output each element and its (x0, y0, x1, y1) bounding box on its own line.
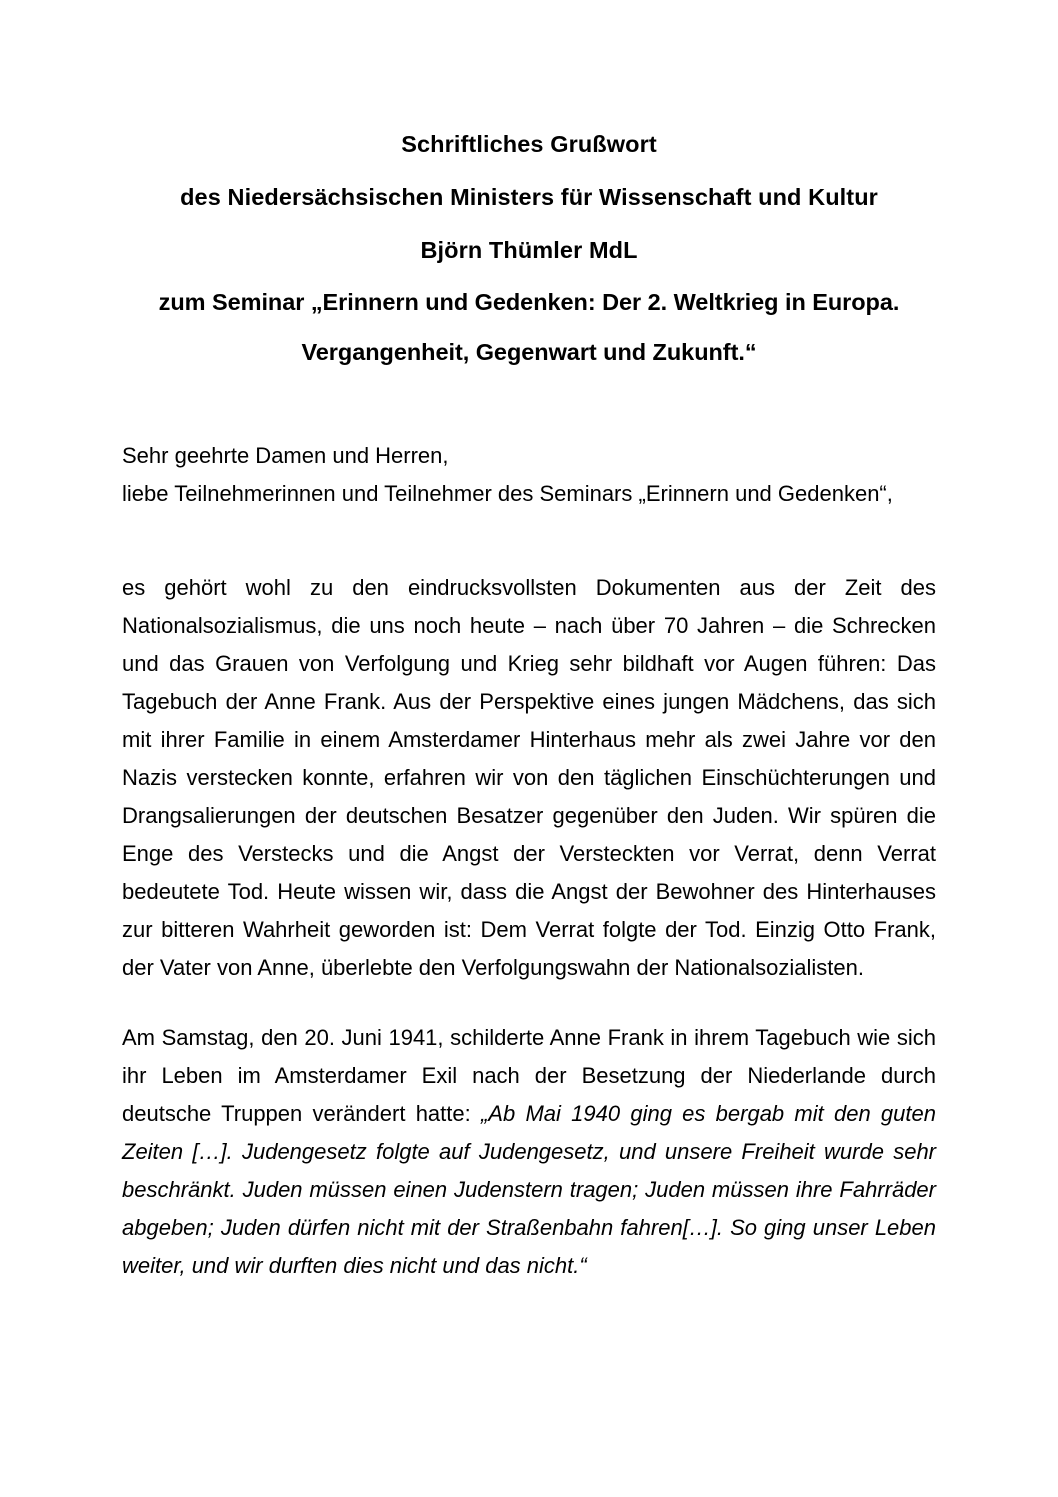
paragraph-1: es gehört wohl zu den eindrucksvollsten Dokumenten aus der Zeit des Nationalsozialismus, die uns noch heute – nach über 70 Jahren – die Schrecken und das Grauen von Verfolgung und Krieg sehr bildhaft vor Augen führen: Das Tagebuch der Anne Frank. Aus der Perspektive eines jungen Mädchens, das sich mit ihrer Familie in einem Amsterdamer Hinterhaus mehr als zwei Jahre vor den Nazis verstecken konnte, erfahren wir von den täglichen Einschüchterungen und Drangsalierungen der deutschen Besatzer gegenüber den Juden. Wir spüren die Enge des Verstecks und die Angst der Versteckten vor Verrat, denn Verrat bedeutete Tod. Heute wissen wir, dass die Angst der Bewohner des Hinterhauses zur bitteren Wahrheit geworden ist: Dem Verrat folgte der Tod. Einzig Otto Frank, der Vater von Anne, überlebte den Verfolgungswahn der Nationalsozialisten. (122, 575, 936, 980)
heading-line-minister-name: Björn Thümler MdL (420, 237, 638, 263)
document-content (122, 0, 936, 1285)
heading-line-seminar-2: Vergangenheit, Gegenwart und Zukunft.“ (301, 339, 757, 365)
salutation-line-2: liebe Teilnehmerinnen und Teilnehmer des Seminars „Erinnern und Gedenken“, (122, 481, 893, 506)
heading-line-seminar-1: zum Seminar „Erinnern und Gedenken: Der 2. Weltkrieg in Europa. (158, 289, 900, 315)
salutation-line-1: Sehr geehrte Damen und Herren, (122, 443, 449, 468)
salutation-block (122, 437, 936, 513)
paragraph-2-intro: Am Samstag, den 20. Juni 1941, schilderte Anne Frank in ihrem Tagebuch wie sich ihr Leben im Amsterdamer Exil nach der Besetzung der Niederlande durch deutsche Truppen verändert hatte: (122, 1025, 936, 1126)
heading-line-ministry: des Niedersächsischen Ministers für Wissenschaft und Kultur (180, 184, 878, 210)
paragraph-2 (122, 1019, 936, 1285)
heading-line-title: Schriftliches Grußwort (401, 131, 657, 157)
paragraph-2-quote: „Ab Mai 1940 ging es bergab mit den guten Zeiten […]. Judengesetz folgte auf Judengesetz, und unsere Freiheit wurde sehr beschränkt. Juden müssen einen Judenstern tragen; Juden müssen ihre Fahrräder abgeben; Juden dürfen nicht mit der Straßenbahn fahren[…]. So ging unser Leben weiter, und wir durften dies nicht und das nicht.“ (122, 1101, 936, 1278)
document-heading-block (122, 0, 936, 377)
